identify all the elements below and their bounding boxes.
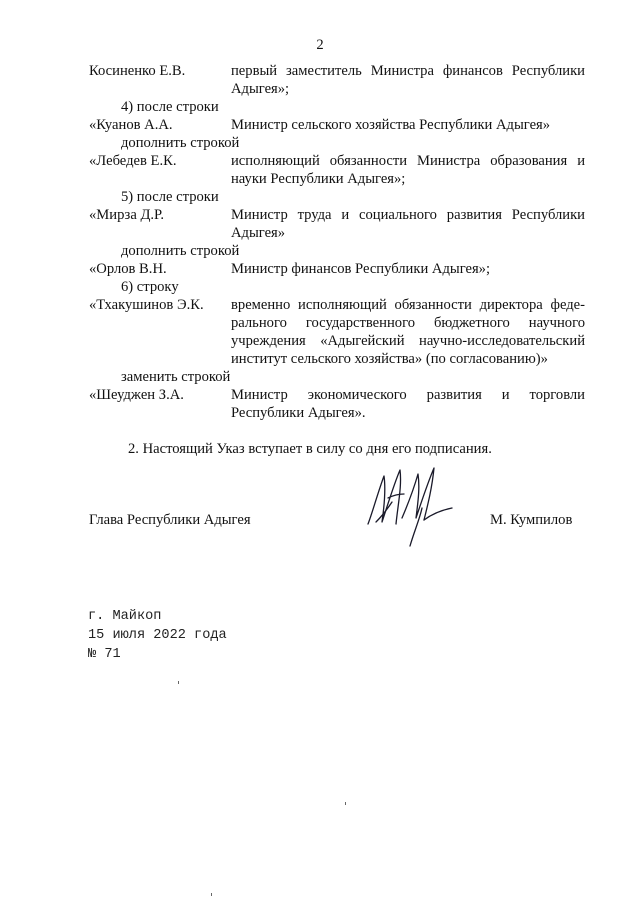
amendment-role-sheudzhen-line2: Республики Адыгея». bbox=[231, 405, 366, 421]
clause-2-text: 2. Настоящий Указ вступает в силу со дня его подписания. bbox=[128, 441, 492, 457]
amendment-role-mirza-line1: Министр труда и социального развития Республики bbox=[231, 207, 585, 223]
amendment-role-kuanov: Министр сельского хозяйства Республики Адыгея» bbox=[231, 117, 551, 133]
amendment-role-thakushinov-line4: институт сельского хозяйства» (по согласованию)» bbox=[231, 351, 548, 367]
signatory-name: М. Кумпилов bbox=[490, 512, 573, 528]
amendment-name-thakushinov: «Тхакушинов Э.К. bbox=[89, 297, 204, 313]
amendment-item-6-label: 6) строку bbox=[121, 279, 179, 295]
amendment-name-orlov: «Орлов В.Н. bbox=[89, 261, 167, 277]
page-number: 2 bbox=[316, 37, 324, 53]
amendment-replace-label: заменить строкой bbox=[121, 369, 231, 385]
signatory-position: Глава Республики Адыгея bbox=[89, 512, 251, 528]
issue-city: г. Майкоп bbox=[88, 609, 162, 624]
amendment-role-lebedev-line1: исполняющий обязанности Министра образования и bbox=[231, 153, 585, 169]
amendment-name-lebedev: «Лебедев Е.К. bbox=[89, 153, 177, 169]
amendment-role-thakushinov-line3: учреждения «Адыгейский научно-исследовательский bbox=[231, 333, 585, 349]
amendment-add-line-label-2: дополнить строкой bbox=[121, 243, 240, 259]
issue-date: 15 июля 2022 года bbox=[88, 628, 227, 643]
amendment-item-5-label: 5) после строки bbox=[121, 189, 219, 205]
amendment-name-mirza: «Мирза Д.Р. bbox=[89, 207, 164, 223]
scan-speck bbox=[178, 681, 179, 684]
amendment-name-sheudzhen: «Шеуджен З.А. bbox=[89, 387, 184, 403]
amendment-role-thakushinov-line1: временно исполняющий обязанности директора феде- bbox=[231, 297, 585, 313]
amendment-name-kuanov: «Куанов А.А. bbox=[89, 117, 173, 133]
amendment-name-kosinenko: Косиненко Е.В. bbox=[89, 63, 186, 79]
amendment-role-mirza-line2: Адыгея» bbox=[231, 225, 286, 241]
amendment-role-lebedev-line2: науки Республики Адыгея»; bbox=[231, 171, 406, 187]
amendment-role-thakushinov-line2: рального государственного бюджетного научного bbox=[231, 315, 585, 331]
amendment-role-kosinenko-line1: первый заместитель Министра финансов Республики bbox=[231, 63, 585, 79]
scan-speck bbox=[211, 893, 212, 896]
scan-speck bbox=[345, 802, 346, 805]
amendment-role-orlov: Министр финансов Республики Адыгея»; bbox=[231, 261, 491, 277]
amendment-add-line-label-1: дополнить строкой bbox=[121, 135, 240, 151]
amendment-item-4-label: 4) после строки bbox=[121, 99, 219, 115]
decree-number: № 71 bbox=[88, 647, 121, 662]
handwritten-signature bbox=[362, 458, 462, 548]
amendment-role-sheudzhen-line1: Министр экономического развития и торговли bbox=[231, 387, 585, 403]
amendment-role-kosinenko-line2: Адыгея»; bbox=[231, 81, 290, 97]
